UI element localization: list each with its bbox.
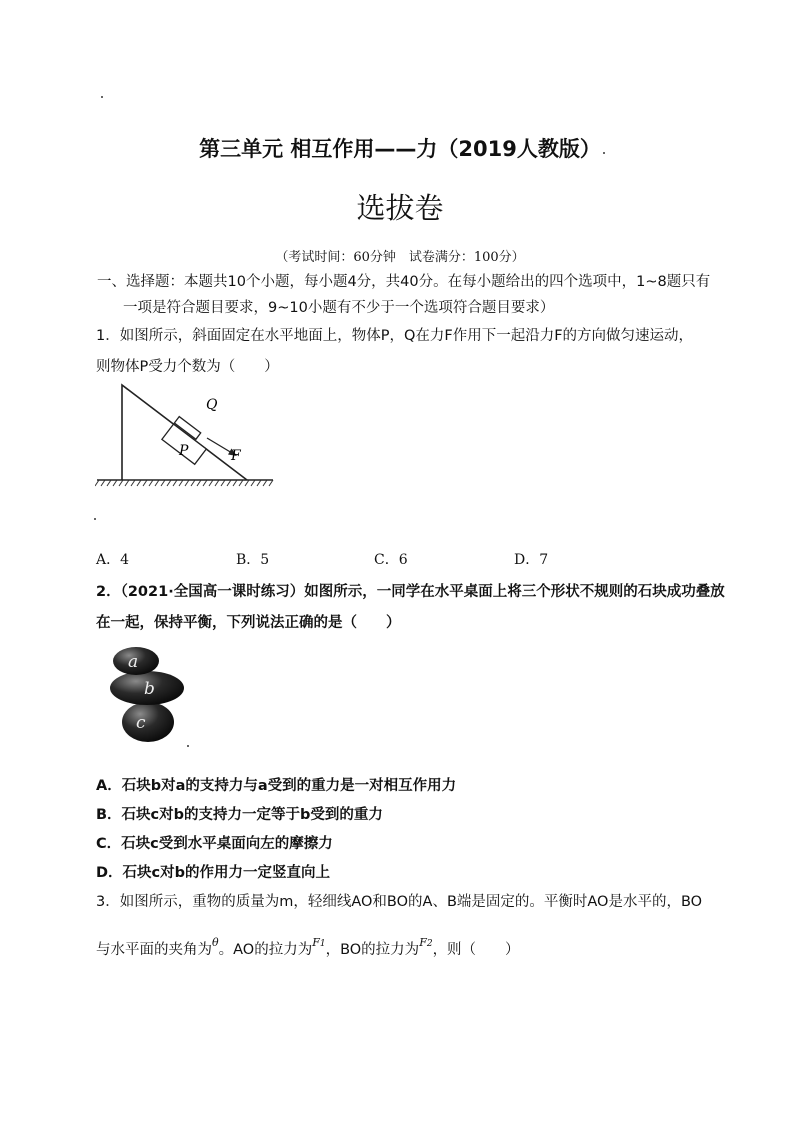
q3-stem-line1: 3．如图所示，重物的质量为m，轻细线AO和BO的A、B端是固定的。平衡时AO是水平的，BO xyxy=(96,894,703,910)
q1-stem-line2: 则物体P受力个数为（ ） xyxy=(96,359,279,375)
stone-c xyxy=(122,702,174,742)
stone-label-a: a xyxy=(128,652,139,672)
q3-text-d: ，则（ ） xyxy=(432,942,520,958)
q1-option-d: D．7 xyxy=(514,552,549,568)
q2-option-a: A．石块b对a的支持力与a受到的重力是一对相互作用力 xyxy=(96,778,457,794)
f1-symbol: F1 xyxy=(312,936,326,949)
q1-incline-figure xyxy=(95,382,280,492)
q2-option-c: C．石块c受到水平桌面向左的摩擦力 xyxy=(96,836,333,852)
q2-stem-line1: 2．（2021·全国高一课时练习）如图所示，一同学在水平桌面上将三个形状不规则的石块成功叠放 xyxy=(96,584,725,600)
exam-info: （考试时间：60分钟 试卷满分：100分） xyxy=(275,250,525,265)
scan-dot xyxy=(101,96,103,98)
stone-label-c: c xyxy=(136,713,146,733)
q1-option-a: A．4 xyxy=(96,552,130,568)
q2-stones-figure xyxy=(100,644,195,744)
q2-option-d: D．石块c对b的作用力一定竖直向上 xyxy=(96,865,331,881)
page-title: 第三单元 相互作用——力（2019人教版） xyxy=(199,137,601,161)
q1-stem-line1: 1．如图所示，斜面固定在水平地面上，物体P，Q在力F作用下一起沿力F的方向做匀速运动， xyxy=(96,328,694,344)
q2-stem-line2: 在一起，保持平衡，下列说法正确的是（ ） xyxy=(96,615,401,631)
theta-symbol: θ xyxy=(212,936,219,949)
stone-label-b: b xyxy=(144,679,155,699)
section-heading-line2: 一项是符合题目要求，9~10小题有不少于一个选项符合题目要求） xyxy=(123,300,555,316)
force-arrow xyxy=(207,438,232,453)
label-f: F xyxy=(231,448,241,464)
ground-hatching xyxy=(95,480,273,486)
q3-text-a: 与水平面的夹角为 xyxy=(96,942,212,958)
label-p: P xyxy=(179,443,189,459)
q3-text-b: 。AO的拉力为 xyxy=(218,942,313,958)
q1-option-c: C．6 xyxy=(374,552,408,568)
q3-stem-line2 xyxy=(96,938,520,959)
q1-option-b: B．5 xyxy=(236,552,270,568)
scan-dot xyxy=(94,518,96,520)
f2-symbol: F2 xyxy=(419,936,433,949)
q2-option-b: B．石块c对b的支持力一定等于b受到的重力 xyxy=(96,807,383,823)
q3-text-c: ，BO的拉力为 xyxy=(325,942,420,958)
section-heading-line1: 一、选择题：本题共10个小题，每小题4分，共40分。在每小题给出的四个选项中，1~8题只有 xyxy=(97,274,711,290)
label-q: Q xyxy=(206,397,218,413)
scan-dot xyxy=(187,745,189,747)
page-subtitle: 选拔卷 xyxy=(356,191,444,225)
